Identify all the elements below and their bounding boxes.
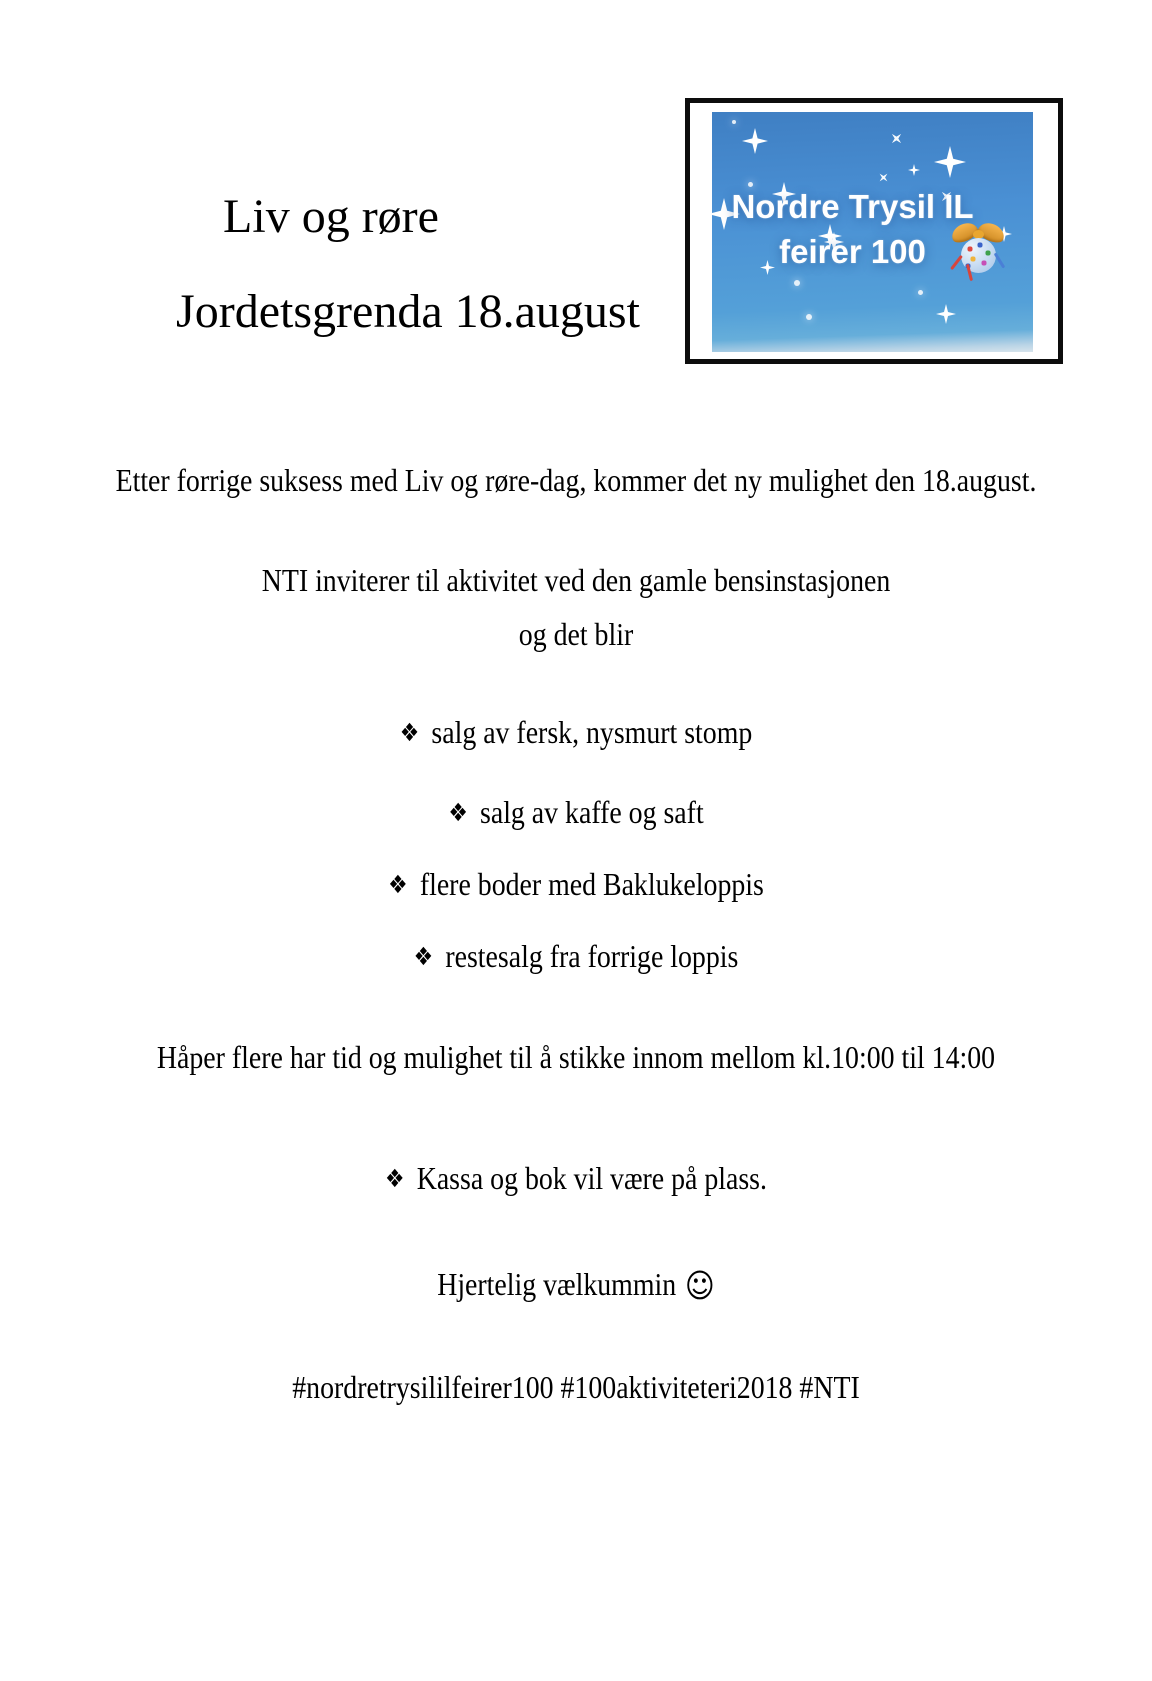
list-item [75, 712, 1077, 753]
sparkle-icon [918, 290, 923, 295]
confetti-streamer [994, 252, 1006, 268]
sparkle-icon [742, 128, 768, 154]
sparkle-icon [936, 304, 956, 324]
bullet-diamond-icon: ❖ [413, 942, 434, 971]
sparkle-icon [732, 120, 736, 124]
sparkle-icon [876, 170, 892, 186]
list-item-text: restesalg fra forrige loppis [445, 938, 739, 974]
closing-text: Hjertelig vælkummin [437, 1266, 677, 1302]
sparkle-icon [794, 280, 800, 286]
sparkle-icon [934, 146, 966, 178]
bullet-diamond-icon: ❖ [388, 870, 408, 899]
intro-paragraph: Etter forrige suksess med Liv og røre-dag, kommer det ny mulighet den 18.august. [115, 462, 1037, 498]
opening-hours-paragraph: Håper flere har tid og mulighet til å stikke innom mellom kl.10:00 til 14:00 [156, 1039, 996, 1075]
bullet-diamond-icon: ❖ [385, 1164, 405, 1193]
confetti-streamer [950, 255, 963, 270]
sparkle-icon [806, 314, 812, 320]
closing-paragraph [75, 1264, 1077, 1306]
list-item [75, 1158, 1077, 1199]
club-logo-frame [685, 98, 1063, 364]
list-item-text: salg av kaffe og saft [480, 794, 704, 830]
bullet-diamond-icon: ❖ [399, 718, 420, 747]
club-logo-photo [712, 112, 1033, 352]
list-item-text: flere boder med Baklukeloppis [419, 866, 764, 902]
lead-in-paragraph: og det blir [518, 616, 634, 652]
hashtags-line: #nordretrysililfeirer100 #100aktiviteteri2018 #NTI [292, 1369, 860, 1405]
confetti-ball-icon [952, 222, 1006, 280]
smiley-icon: ☺ [684, 1266, 715, 1305]
page-title-line2: Jordetsgrenda 18.august [176, 285, 640, 338]
list-item [75, 936, 1077, 977]
sparkle-icon [908, 164, 920, 176]
list-item [75, 864, 1077, 905]
list-item-text: Kassa og bok vil være på plass. [416, 1160, 767, 1196]
invite-paragraph: NTI inviterer til aktivitet ved den gamle bensinstasjonen [261, 562, 891, 598]
bullet-diamond-icon: ❖ [448, 798, 468, 827]
club-logo-text-line2: feirer 100 [779, 233, 926, 270]
list-item [75, 792, 1077, 833]
club-logo-text-line1: Nordre Trysil IL [731, 188, 974, 225]
sparkle-icon [887, 129, 905, 147]
list-item-text: salg av fersk, nysmurt stomp [431, 714, 753, 750]
page-title-line1: Liv og røre [223, 190, 439, 243]
